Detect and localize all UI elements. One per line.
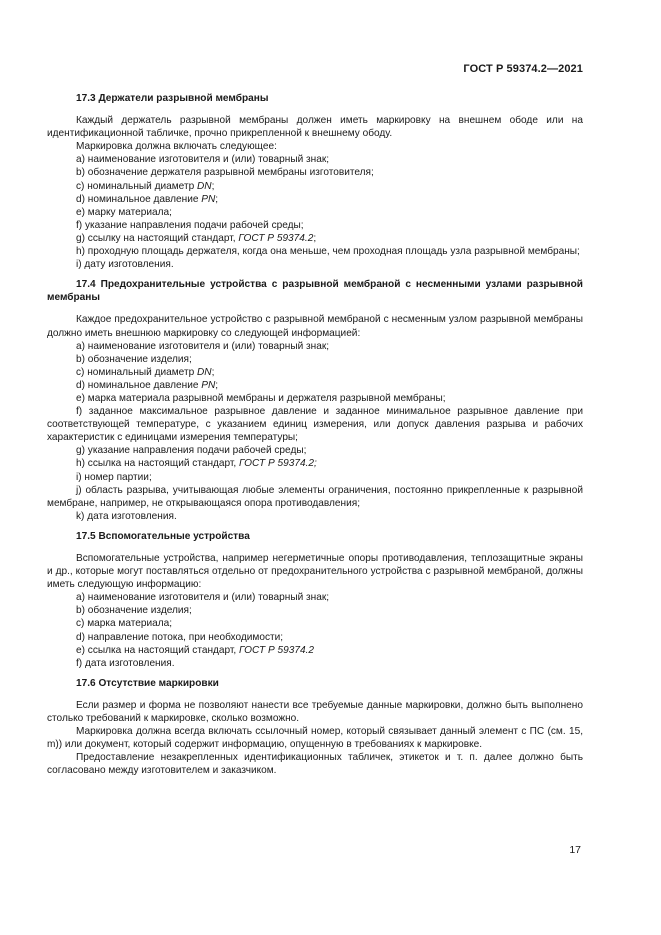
list-item: c) номинальный диаметр DN; (76, 366, 215, 378)
section-heading-17-4: 17.4 Предохранительные устройства с разрывной мембраной с несменными узлами разрывной мембраны (47, 279, 583, 304)
list-item: i) дату изготовления. (76, 259, 174, 271)
list-item: c) номинальный диаметр DN; (76, 180, 215, 192)
list-item: g) ссылку на настоящий стандарт, ГОСТ Р 59374.2; (76, 232, 317, 244)
list-item: e) ссылка на настоящий стандарт, ГОСТ Р 59374.2 (76, 644, 314, 656)
list-item: g) указание направления подачи рабочей среды; (76, 445, 307, 457)
list-item: e) марку материала; (76, 206, 172, 218)
list-item: h) ссылка на настоящий стандарт, ГОСТ Р 59374.2; (76, 458, 317, 470)
paragraph: Маркировка должна всегда включать ссылочный номер, который связывает данный элемент с ПС (см. 15, m)) или документ, который содержит информацию, опущенную в требованиях к маркировке. (47, 726, 583, 751)
document-body (47, 92, 583, 778)
list-item: f) дата изготовления. (76, 657, 175, 669)
list-item: d) номинальное давление PN; (76, 193, 219, 205)
list-item: k) дата изготовления. (76, 510, 177, 522)
list-item: i) номер партии; (76, 471, 152, 483)
list-item: a) наименование изготовителя и (или) товарный знак; (76, 154, 330, 166)
list-item: d) номинальное давление PN; (76, 379, 219, 391)
list-item: b) обозначение изделия; (76, 605, 192, 617)
section-heading-17-3: 17.3 Держатели разрывной мембраны (76, 93, 269, 104)
list-item: f) заданное максимальное разрывное давление и заданное минимальное разрывное давление при соответствующей температуре, с указанием единиц измерения, или допуск давления разрыва и рабочих характеристик с единицами измерения температуры; (47, 406, 583, 444)
list-item: j) область разрыва, учитывающая любые элементы ограничения, постоянно прикрепленные к разрывной мембране, например, не открывающаяся опора противодавления; (47, 484, 583, 509)
list-item: f) указание направления подачи рабочей среды; (76, 219, 304, 231)
document-header: ГОСТ Р 59374.2—2021 (463, 63, 583, 75)
list-item: b) обозначение держателя разрывной мембраны изготовителя; (76, 167, 374, 179)
page-number: 17 (569, 844, 581, 856)
paragraph: Маркировка должна включать следующее: (76, 141, 277, 153)
list-item: c) марка материала; (76, 618, 173, 630)
list-item: a) наименование изготовителя и (или) товарный знак; (76, 340, 330, 352)
paragraph: Предоставление незакрепленных идентификационных табличек, этикеток и т. п. далее должно быть согласовано между изготовителем и заказчиком. (47, 752, 583, 777)
list-item: d) направление потока, при необходимости; (76, 631, 284, 643)
paragraph: Каждое предохранительное устройство с разрывной мембраной с несменным узлом разрывной мембраны должно иметь внешнюю маркировку со следующей информацией: (47, 314, 583, 339)
paragraph: Каждый держатель разрывной мембраны должен иметь маркировку на внешнем ободе или на идентификационной табличке, прочно прикрепленной к внешнему ободу. (47, 115, 583, 140)
list-item: h) проходную площадь держателя, когда она меньше, чем проходная площадь узла разрывной мембраны; (76, 246, 580, 258)
paragraph: Вспомогательные устройства, например негерметичные опоры противодавления, теплозащитные экраны и др., которые могут поставляться отдельно от предохранительного устройства с разрывной мембраной, должны иметь следующую информацию: (47, 553, 583, 591)
section-heading-17-5: 17.5 Вспомогательные устройства (76, 530, 250, 542)
list-item: a) наименование изготовителя и (или) товарный знак; (76, 592, 330, 604)
list-item: e) марка материала разрывной мембраны и держателя разрывной мембраны; (76, 392, 446, 404)
section-heading-17-6: 17.6 Отсутствие маркировки (76, 677, 219, 689)
list-item: b) обозначение изделия; (76, 353, 192, 365)
paragraph: Если размер и форма не позволяют нанести все требуемые данные маркировки, должно быть выполнено столько требований к маркировке, сколько возможно. (47, 699, 583, 725)
